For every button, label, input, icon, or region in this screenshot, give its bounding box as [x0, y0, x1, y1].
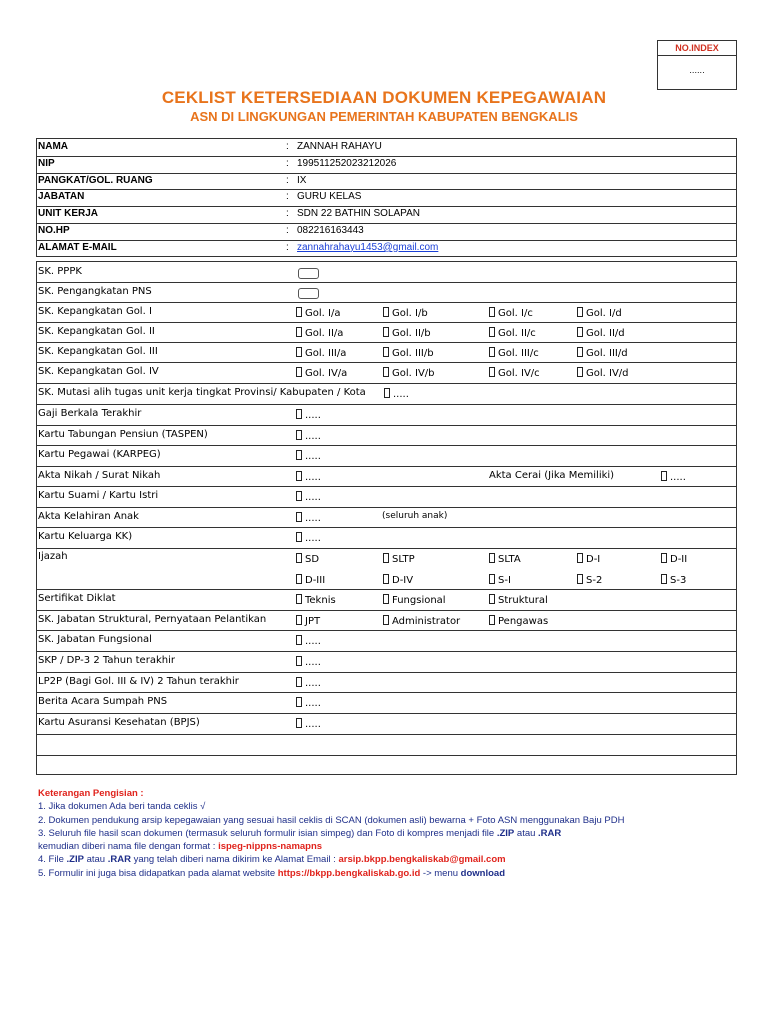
checkbox-icon — [296, 615, 302, 625]
checkbox-icon — [383, 327, 389, 337]
row-label: SKP / DP-3 2 Tahun terakhir — [38, 655, 175, 666]
checkbox-icon — [296, 553, 302, 563]
colon: : — [286, 141, 289, 152]
row-label: Kartu Tabungan Pensiun (TASPEN) — [38, 429, 208, 440]
row-divider — [37, 383, 736, 384]
identity-label: UNIT KERJA — [38, 208, 99, 220]
row-label: SK. Pengangkatan PNS — [38, 286, 152, 297]
option-diklat-fungsional[interactable]: Fungsional — [383, 594, 446, 606]
checkbox[interactable] — [298, 288, 319, 299]
identity-value: 082216163443 — [297, 225, 364, 236]
option-ijazah-d1[interactable]: D-I — [577, 553, 600, 565]
colon: : — [286, 208, 289, 220]
checkbox-icon — [384, 388, 390, 398]
option-akta-nikah[interactable]: ..... — [296, 471, 321, 483]
checkbox-icon — [296, 574, 302, 584]
row-label: SK. Kepangkatan Gol. IV — [38, 366, 159, 377]
checkbox-icon — [489, 307, 495, 317]
checkbox-icon — [489, 367, 495, 377]
identity-label: PANGKAT/GOL. RUANG — [38, 174, 153, 186]
checkbox-icon — [296, 491, 302, 501]
option-ijazah-s1[interactable]: S-I — [489, 574, 511, 586]
row-label: Berita Acara Sumpah PNS — [38, 696, 168, 707]
option-jabatan-fungsional[interactable]: ..... — [296, 635, 321, 647]
index-label: NO.INDEX — [658, 41, 736, 56]
checkbox-icon — [383, 574, 389, 584]
option-ijazah-s3[interactable]: S-3 — [661, 574, 686, 586]
checkbox-icon — [489, 327, 495, 337]
checkbox-icon — [577, 347, 583, 357]
checkbox-icon — [577, 307, 583, 317]
checkbox-icon — [296, 594, 302, 604]
checkbox-icon — [296, 697, 302, 707]
checkbox-icon — [296, 450, 302, 460]
checkbox-icon — [489, 574, 495, 584]
row-label: SK. PPPK — [38, 266, 82, 277]
checkbox-icon — [661, 574, 667, 584]
row-akta-nikah — [38, 466, 737, 486]
checkbox-icon — [296, 327, 302, 337]
row-divider — [37, 445, 736, 446]
row-divider — [37, 189, 736, 190]
checkbox-icon — [661, 471, 667, 481]
identity-label: ALAMAT E-MAIL — [38, 241, 117, 253]
instruction-3: 3. Seluruh file hasil scan dokumen (termasuk seluruh formulir isian simpeg) dan Foto di kompres menjadi file .ZIP atau .RAR — [38, 827, 562, 839]
option-ijazah-d2[interactable]: D-II — [661, 553, 687, 565]
row-divider — [37, 507, 736, 508]
row-divider — [37, 486, 736, 487]
row-divider — [37, 755, 736, 756]
row-divider — [37, 173, 736, 174]
option-gol-i-c[interactable]: Gol. I/c — [489, 307, 533, 319]
option-gaji[interactable]: ..... — [296, 409, 321, 421]
identity-label: NAMA — [38, 141, 68, 152]
row-label: Gaji Berkala Terakhir — [38, 408, 142, 419]
option-akta-cerai[interactable]: ..... — [661, 471, 686, 483]
option-administrator[interactable]: Administrator — [383, 615, 460, 627]
submission-email[interactable]: arsip.bkpp.bengkaliskab@gmail.com — [338, 854, 506, 866]
row-divider — [37, 610, 736, 611]
option-gol-iv-d[interactable]: Gol. IV/d — [577, 367, 629, 379]
akta-cerai-label: Akta Cerai (Jika Memiliki) — [489, 470, 615, 481]
option-gol-i-b[interactable]: Gol. I/b — [383, 307, 428, 319]
option-jpt[interactable]: JPT — [296, 615, 320, 627]
row-divider — [37, 282, 736, 283]
option-kartu-keluarga[interactable]: ..... — [296, 532, 321, 544]
checkbox-icon — [489, 615, 495, 625]
option-sumpah-pns[interactable]: ..... — [296, 697, 321, 709]
colon: : — [286, 157, 289, 169]
row-divider — [37, 223, 736, 224]
row-label: SK. Kepangkatan Gol. III — [38, 346, 158, 357]
option-ijazah-d4[interactable]: D-IV — [383, 574, 413, 586]
checkbox-icon — [489, 553, 495, 563]
page-subtitle: ASN DI LINGKUNGAN PEMERINTAH KABUPATEN BENGKALIS — [190, 109, 578, 124]
checkbox-icon — [296, 307, 302, 317]
email-link[interactable]: zannahrahayu1453@gmail.com — [297, 241, 439, 253]
row-label: SK. Jabatan Struktural, Pernyataan Pelantikan — [38, 614, 267, 625]
instruction-1: 1. Jika dokumen Ada beri tanda ceklis √ — [38, 801, 206, 813]
option-gol-iii-d[interactable]: Gol. III/d — [577, 347, 628, 359]
option-gol-iii-b[interactable]: Gol. III/b — [383, 347, 434, 359]
row-divider — [37, 527, 736, 528]
checkbox-icon — [577, 367, 583, 377]
row-label: SK. Mutasi alih tugas unit kerja tingkat Provinsi/ Kabupaten / Kota — [38, 387, 366, 398]
option-ijazah-sltp[interactable]: SLTP — [383, 553, 415, 565]
option-bpjs[interactable]: ..... — [296, 718, 321, 730]
option-gol-ii-a[interactable]: Gol. II/a — [296, 327, 343, 339]
checkbox-icon — [383, 594, 389, 604]
option-gol-i-d[interactable]: Gol. I/d — [577, 307, 622, 319]
option-gol-ii-d[interactable]: Gol. II/d — [577, 327, 625, 339]
checkbox-icon — [296, 532, 302, 542]
checkbox-icon — [383, 553, 389, 563]
checkbox-icon — [383, 347, 389, 357]
row-ijazah-2 — [38, 569, 737, 589]
instruction-3b: kemudian diberi nama file dengan format : ispeg-nippns-namapns — [38, 841, 323, 853]
checkbox-icon — [296, 677, 302, 687]
option-skp[interactable]: ..... — [296, 656, 321, 668]
option-kartu-suami-istri[interactable]: ..... — [296, 491, 321, 503]
checkbox-icon — [296, 347, 302, 357]
row-divider — [37, 362, 736, 363]
identity-label: JABATAN — [38, 191, 85, 203]
index-value: ...... — [689, 66, 705, 75]
option-diklat-teknis[interactable]: Teknis — [296, 594, 336, 606]
row-divider — [37, 651, 736, 652]
website-link[interactable]: https://bkpp.bengkaliskab.go.id — [277, 867, 421, 879]
index-box — [657, 40, 737, 90]
colon: : — [286, 241, 289, 253]
checkbox-icon — [577, 553, 583, 563]
row-divider — [37, 156, 736, 157]
option-gol-iv-b[interactable]: Gol. IV/b — [383, 367, 435, 379]
checkbox-icon — [296, 635, 302, 645]
row-divider — [37, 630, 736, 631]
identity-value: SDN 22 BATHIN SOLAPAN — [297, 208, 420, 220]
checkbox-icon — [296, 430, 302, 440]
checkbox-icon — [383, 615, 389, 625]
option-taspen[interactable]: ..... — [296, 430, 321, 442]
row-label: Kartu Asuransi Kesehatan (BPJS) — [38, 717, 200, 728]
checkbox-icon — [489, 594, 495, 604]
option-gol-iii-a[interactable]: Gol. III/a — [296, 347, 346, 359]
checkbox-icon — [661, 553, 667, 563]
option-mutasi[interactable]: ..... — [384, 388, 409, 400]
identity-value: GURU KELAS — [297, 191, 362, 203]
checkbox-icon — [296, 512, 302, 522]
option-ijazah-d3[interactable]: D-III — [296, 574, 325, 586]
checkbox-icon — [383, 367, 389, 377]
row-divider — [37, 713, 736, 714]
identity-value: 199511252023212026 — [297, 157, 397, 169]
identity-label: NO.HP — [38, 225, 70, 236]
checkbox-icon — [577, 574, 583, 584]
option-diklat-struktural[interactable]: Struktural — [489, 594, 548, 606]
checkbox-icon — [296, 409, 302, 419]
row-label: Sertifikat Diklat — [38, 593, 116, 604]
row-divider — [37, 589, 736, 590]
row-label: Kartu Suami / Kartu Istri — [38, 490, 159, 501]
row-divider — [37, 322, 736, 323]
option-lp2p[interactable]: ..... — [296, 677, 321, 689]
row-divider — [37, 404, 736, 405]
row-label: SK. Kepangkatan Gol. I — [38, 306, 152, 317]
row-label: Kartu Keluarga KK) — [38, 531, 133, 542]
option-gol-i-a[interactable]: Gol. I/a — [296, 307, 340, 319]
instruction-2: 2. Dokumen pendukung arsip kepegawaian yang sesuai hasil ceklis di SCAN (dokumen asli) bewarna + Foto ASN menggunakan Baju PDH — [38, 814, 625, 826]
colon: : — [286, 191, 289, 203]
option-akta-kelahiran[interactable]: ..... — [296, 512, 321, 524]
page-title: CEKLIST KETERSEDIAAN DOKUMEN KEPEGAWAIAN — [161, 88, 607, 107]
checkbox-icon — [577, 327, 583, 337]
option-pengawas[interactable]: Pengawas — [489, 615, 548, 627]
checkbox-icon — [296, 718, 302, 728]
checkbox[interactable] — [298, 268, 319, 279]
row-divider — [37, 425, 736, 426]
option-ijazah-slta[interactable]: SLTA — [489, 553, 521, 565]
checkbox-icon — [296, 656, 302, 666]
option-gol-iv-a[interactable]: Gol. IV/a — [296, 367, 347, 379]
row-label: SK. Kepangkatan Gol. II — [38, 326, 155, 337]
filename-format: ispeg-nippns-namapns — [218, 841, 323, 853]
row-ijazah — [38, 548, 737, 568]
option-gol-iv-c[interactable]: Gol. IV/c — [489, 367, 540, 379]
row-divider — [37, 342, 736, 343]
instructions-title: Keterangan Pengisian : — [38, 788, 144, 799]
row-divider — [37, 240, 736, 241]
checkbox-icon — [383, 307, 389, 317]
row-label: Kartu Pegawai (KARPEG) — [38, 449, 161, 460]
checkbox-icon — [296, 471, 302, 481]
option-karpeg[interactable]: ..... — [296, 450, 321, 462]
option-gol-ii-b[interactable]: Gol. II/b — [383, 327, 431, 339]
option-ijazah-sd[interactable]: SD — [296, 553, 319, 565]
option-ijazah-s2[interactable]: S-2 — [577, 574, 602, 586]
row-divider — [37, 302, 736, 303]
option-gol-iii-c[interactable]: Gol. III/c — [489, 347, 539, 359]
identity-value: ZANNAH RAHAYU — [297, 141, 382, 152]
row-divider — [37, 734, 736, 735]
row-label: Akta Nikah / Surat Nikah — [38, 470, 161, 481]
row-label: Akta Kelahiran Anak — [38, 511, 139, 522]
checkbox-icon — [296, 367, 302, 377]
row-label: Ijazah — [38, 551, 68, 562]
row-divider — [37, 672, 736, 673]
row-divider — [37, 206, 736, 207]
option-gol-ii-c[interactable]: Gol. II/c — [489, 327, 536, 339]
filling-instructions — [38, 787, 624, 880]
akta-kelahiran-note: (seluruh anak) — [382, 511, 448, 521]
checkbox-icon — [489, 347, 495, 357]
instruction-4: 4. File .ZIP atau .RAR yang telah diberi nama dikirim ke Alamat Email : arsip.bkpp.bengkaliskab@gmail.com — [38, 854, 506, 866]
row-divider — [37, 692, 736, 693]
identity-label: NIP — [38, 157, 55, 169]
row-label: LP2P (Bagi Gol. III & IV) 2 Tahun terakhir — [38, 676, 239, 687]
row-label: SK. Jabatan Fungsional — [38, 634, 152, 645]
colon: : — [286, 225, 289, 236]
identity-value: IX — [297, 174, 307, 186]
colon: : — [286, 174, 289, 186]
instruction-5: 5. Formulir ini juga bisa didapatkan pada alamat website https://bkpp.bengkaliskab.go.id -> menu download — [38, 867, 505, 879]
